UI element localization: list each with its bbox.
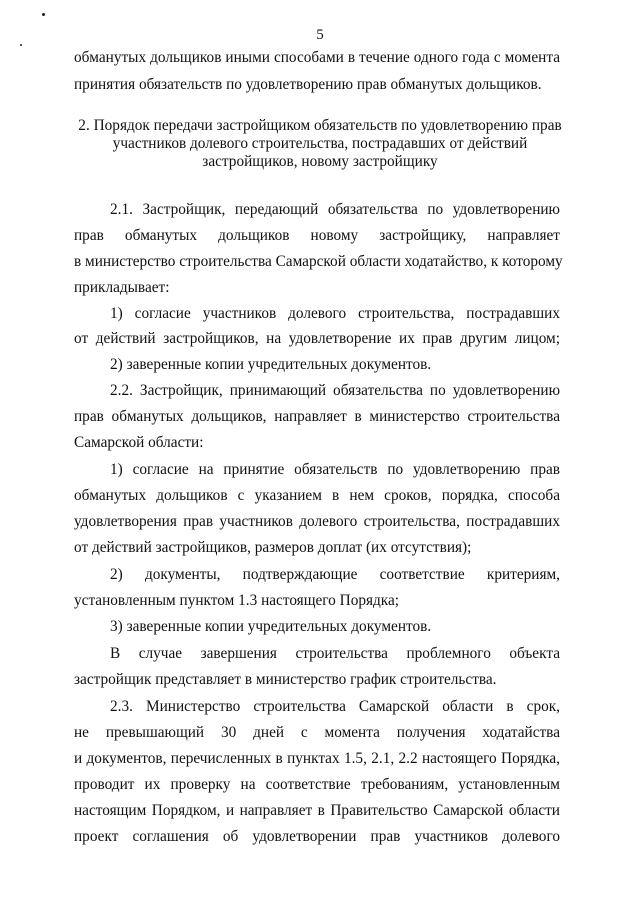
body-line: 1) согласие участников долевого строительства, пострадавших bbox=[110, 305, 560, 322]
body-line: не превышающий 30 дней с момента получения ходатайства bbox=[74, 724, 560, 741]
body-line: 3) заверенные копии учредительных документов. bbox=[110, 618, 432, 635]
body-line: прикладывает: bbox=[74, 279, 170, 296]
body-line: удовлетворения прав участников долевого строительства, пострадавших bbox=[74, 513, 560, 530]
body-line: 2.3. Министерство строительства Самарской области в срок, bbox=[110, 698, 560, 715]
body-line: обманутых дольщиков иными способами в течение одного года с момента bbox=[74, 49, 560, 66]
body-line: 2) заверенные копии учредительных документов. bbox=[110, 356, 432, 373]
body-line: 2.2. Застройщик, принимающий обязательства по удовлетворению bbox=[110, 382, 560, 399]
section-heading-line: застройщиков, новому застройщику bbox=[202, 153, 438, 170]
section-heading-line: 2. Порядок передачи застройщиком обязательств по удовлетворению прав bbox=[78, 117, 562, 134]
body-line: в министерство строительства Самарской области ходатайство, к которому bbox=[74, 253, 563, 270]
body-line: обманутых дольщиков с указанием в нем сроков, порядка, способа bbox=[74, 487, 560, 504]
page-number: 5 bbox=[316, 27, 324, 43]
body-line: застройщик представляет в министерство график строительства. bbox=[74, 671, 497, 688]
body-line: от действий застройщиков, размеров доплат (их отсутствия); bbox=[74, 539, 472, 556]
body-line: Самарской области: bbox=[74, 434, 204, 451]
body-line: проводит их проверку на соответствие требованиям, установленным bbox=[74, 776, 560, 793]
body-line: 1) согласие на принятие обязательств по удовлетворению прав bbox=[110, 461, 560, 478]
body-line: 2.1. Застройщик, передающий обязательства по удовлетворению bbox=[110, 201, 560, 218]
body-line: прав обманутых дольщиков, направляет в министерство строительства bbox=[74, 408, 560, 425]
body-line: установленным пунктом 1.3 настоящего Порядка; bbox=[74, 592, 400, 609]
body-line: настоящим Порядком, и направляет в Правительство Самарской области bbox=[74, 802, 560, 819]
body-line: принятия обязательств по удовлетворению прав обманутых дольщиков. bbox=[74, 76, 542, 93]
body-line: 2) документы, подтверждающие соответствие критериям, bbox=[110, 566, 560, 583]
body-line: и документов, перечисленных в пунктах 1.5, 2.1, 2.2 настоящего Порядка, bbox=[74, 750, 560, 767]
body-line: проект соглашения об удовлетворении прав участников долевого bbox=[74, 828, 560, 845]
body-line: прав обманутых дольщиков новому застройщику, направляет bbox=[74, 227, 560, 244]
body-line: от действий застройщиков, на удовлетворение их прав другим лицом; bbox=[74, 330, 560, 347]
section-heading-line: участников долевого строительства, пострадавших от действий bbox=[112, 135, 528, 152]
scan-speck bbox=[20, 44, 22, 46]
body-line: В случае завершения строительства проблемного объекта bbox=[110, 645, 560, 662]
scan-speck bbox=[42, 13, 45, 16]
